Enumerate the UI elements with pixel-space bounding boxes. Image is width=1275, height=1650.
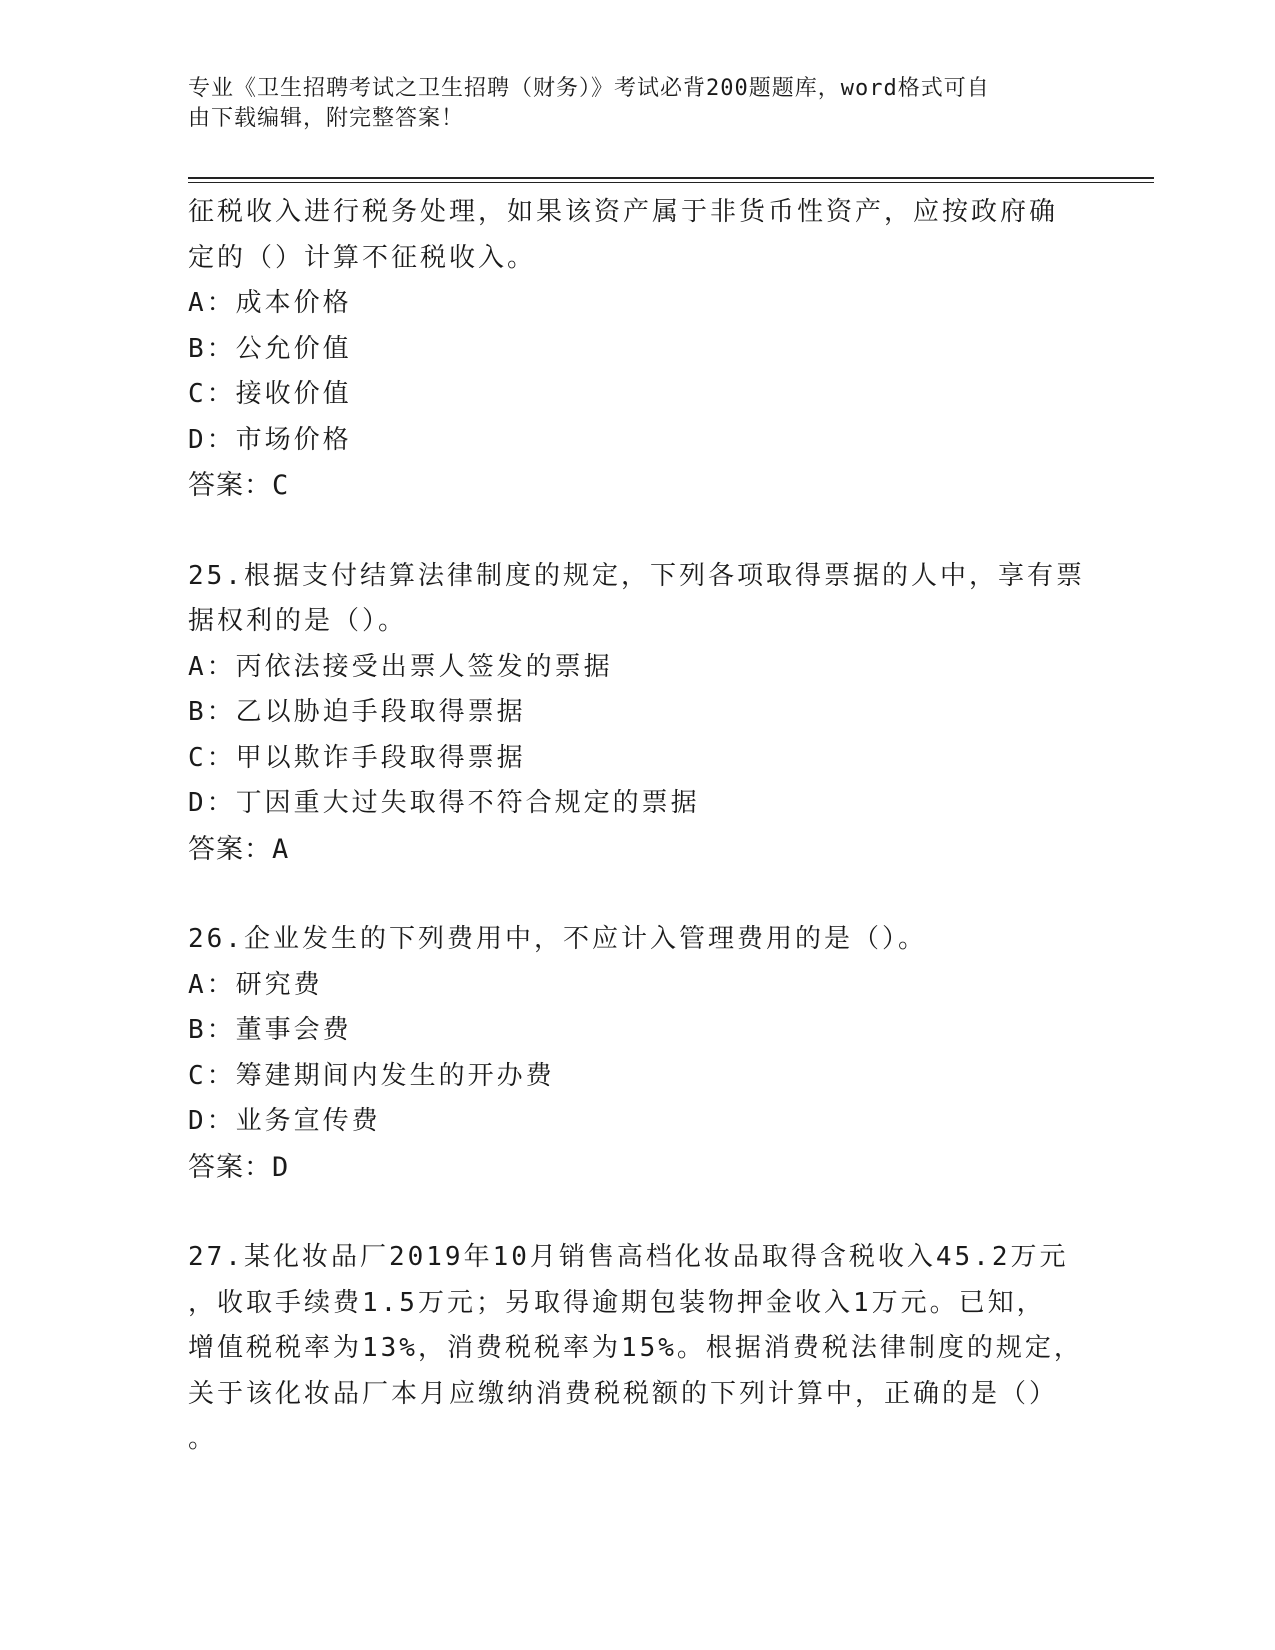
option-d: D：业务宣传费	[188, 1106, 381, 1136]
question-text-line: 关于该化妆品厂本月应缴纳消费税税额的下列计算中，正确的是（）	[188, 1378, 1059, 1409]
option-b: B：董事会费	[188, 1015, 352, 1045]
option-b: B：乙以胁迫手段取得票据	[188, 697, 526, 727]
option-b: B：公允价值	[188, 333, 352, 364]
question-25	[188, 554, 1088, 873]
question-text-line: 据权利的是（）。	[188, 606, 408, 636]
question-content	[188, 190, 1088, 1463]
question-text-line: 26.企业发生的下列费用中，不应计入管理费用的是（）。	[188, 924, 927, 954]
question-text-line: 征税收入进行税务处理，如果该资产属于非货币性资产，应按政府确	[188, 197, 1059, 227]
question-24-continued	[188, 190, 1088, 509]
question-text-line: 定的（）计算不征税收入。	[188, 242, 537, 273]
header-rule-thick	[188, 177, 1154, 179]
option-d: D：市场价格	[188, 424, 352, 455]
question-text-line: 增值税税率为13%，消费税税率为15%。根据消费税法律制度的规定，	[188, 1333, 1083, 1363]
answer-text: 答案：D	[188, 1151, 290, 1183]
question-text-line: 27.某化妆品厂2019年10月销售高档化妆品取得含税收入45.2万元	[188, 1242, 1069, 1272]
option-c: C：甲以欺诈手段取得票据	[188, 742, 526, 773]
question-27	[188, 1235, 1088, 1463]
question-text-line: ，收取手续费1.5万元；另取得逾期包装物押金收入1万元。已知，	[188, 1287, 1046, 1318]
document-header	[188, 74, 1088, 134]
header-line-2: 由下载编辑，附完整答案！	[188, 106, 465, 131]
option-a: A：丙依法接受出票人签发的票据	[188, 651, 613, 682]
answer-text: 答案：C	[188, 470, 290, 501]
answer-text: 答案：A	[188, 833, 290, 865]
option-a: A：成本价格	[188, 288, 352, 318]
question-text-line: 。	[188, 1424, 218, 1454]
option-d: D：丁因重大过失取得不符合规定的票据	[188, 788, 700, 818]
header-line-1: 专业《卫生招聘考试之卫生招聘（财务）》考试必背200题题库，word格式可自	[188, 76, 990, 101]
question-26	[188, 917, 1088, 1190]
option-a: A：研究费	[188, 969, 323, 1000]
header-rule-thin	[188, 182, 1154, 183]
question-text-line: 25.根据支付结算法律制度的规定，下列各项取得票据的人中，享有票	[188, 560, 1085, 591]
option-c: C：接收价值	[188, 379, 352, 409]
option-c: C：筹建期间内发生的开办费	[188, 1060, 555, 1091]
